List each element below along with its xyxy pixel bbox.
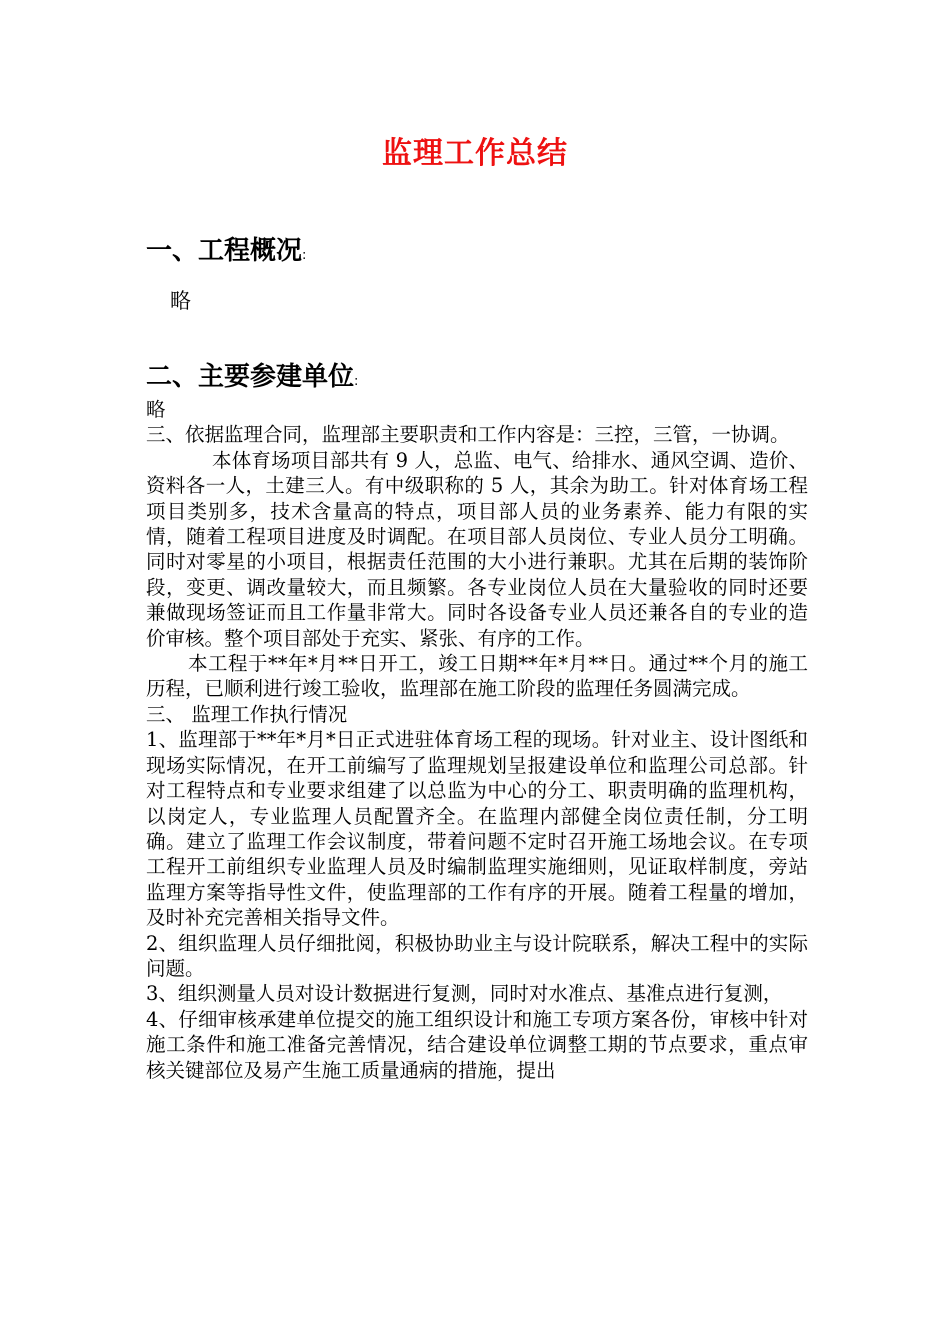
list-item-3: 3、组织测量人员对设计数据进行复测，同时对水准点、基准点进行复测，: [146, 982, 783, 1006]
paragraph-schedule: 本工程于**年*月**日开工，竣工日期**年*月**日。通过**个月的施工历程，已顺利进行竣工验收，监理部在施工阶段的监理任务圆满完成。: [146, 652, 808, 701]
section-content-project-overview: 略: [170, 289, 191, 313]
section-heading-text: 一、工程概况: [146, 236, 303, 266]
list-item-1: 1、监理部于**年*月*日正式进驻体育场工程的现场。针对业主、设计图纸和现场实际情况，在开工前编写了监理规划呈报建设单位和监理公司总部。针对工程特点和专业要求组建了以总监为中心的分工、职责明确的监理机构，以岗定人，专业监理人员配置齐全。在监理内部健全岗位责任制，分工明确。建立了监理工作会议制度，带着问题不定时召开施工场地会议。在专项工程开工前组织专业监理人员及时编制监理实施细则，见证取样制度，旁站监理方案等指导性文件，使监理部的工作有序的开展。随着工程量的增加，及时补充完善相关指导文件。: [146, 728, 808, 930]
section-heading-text: 二、主要参建单位: [146, 362, 355, 392]
section-heading-participating-units: [146, 356, 358, 393]
list-item-2: 2、组织监理人员仔细批阅，积极协助业主与设计院联系，解决工程中的实际问题。: [146, 931, 808, 980]
document-body: [146, 397, 808, 1083]
section-heading-execution: 三、 监理工作执行情况: [146, 702, 348, 726]
section-heading-colon: :: [302, 248, 307, 263]
section-heading-colon: :: [354, 374, 359, 389]
section-heading-project-overview: [146, 230, 306, 267]
paragraph-duties: 三、依据监理合同，监理部主要职责和工作内容是：三控，三管，一协调。: [146, 423, 790, 447]
list-item-4: 4、仔细审核承建单位提交的施工组织设计和施工专项方案各份，审核中针对施工条件和施工准备完善情况，结合建设单位调整工期的节点要求，重点审核关键部位及易产生施工质量通病的措施，提出: [146, 1007, 808, 1082]
paragraph-staffing: 本体育场项目部共有 9 人，总监、电气、给排水、通风空调、造价、资料各一人，土建三人。有中级职称的 5 人，其余为助工。针对体育场工程项目类别多，技术含量高的特点，项目部人员的业务素养、能力有限的实情，随着工程项目进度及时调配。在项目部人员岗位、专业人员分工明确。同时对零星的小项目，根据责任范围的大小进行兼职。尤其在后期的装饰阶段，变更、调改量较大，而且频繁。各专业岗位人员在大量验收的同时还要兼做现场签证而且工作量非常大。同时各设备专业人员还兼各自的专业的造价审核。整个项目部处于充实、紧张、有序的工作。: [146, 448, 808, 650]
document-title: 监理工作总结: [382, 136, 568, 171]
section-content-participating-units: 略: [146, 398, 166, 421]
